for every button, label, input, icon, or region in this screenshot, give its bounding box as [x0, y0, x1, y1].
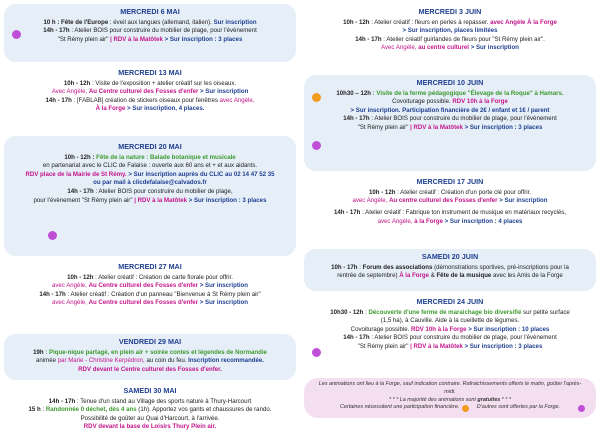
pink-dot-icon — [12, 30, 21, 39]
card-title: MERCREDI 13 MAI — [118, 68, 182, 77]
email-link[interactable]: clicdefalaise@calvados.fr — [132, 179, 207, 187]
card-title: SAMEDI 30 MAI — [123, 386, 177, 395]
event-card-20-juin: SAMEDI 20 JUIN 10h - 17h : Forum des associations (démonstrations sportives, pré-inscriptions pour la rentrée de septembre) À la Forge & Fête de la musique avec les Amis de la Forge — [304, 249, 596, 291]
event-card-10-juin: MERCREDI 10 JUIN 10h30 – 12h : Visite de la ferme pédagogique "Élevage de la Roque" à Hamars. Covoiturage possible. RDV 10h à la Forge > Sur inscription. Participation financière de 2€ / enfant et 1€ / parent 14h - 17h : Atelier BOIS pour construire du mobilier de plage, pour l'évènement "St Rémy plein air" | RDV à la Matôtek > Sur inscription : 3 places — [304, 75, 596, 171]
event-card-13-mai: MERCREDI 13 MAI 10h - 12h : Visite de l'exposition + atelier créatif sur les oiseaux. Avec Angèle, Au Centre culturel des Fosses d'enfer > Sur inscription 14h - 17h : [FABLAB] création de stickers oiseaux pour fenêtres avec Angèle, À la Forge > Sur inscription, 4 places. — [4, 65, 296, 133]
orange-dot-icon — [312, 93, 321, 102]
event-card-29-mai: VENDREDI 29 MAI 19h : Pique-nique partagé, en plein air + soirée contes et légendes de Normandie animée par Marie - Christine Kerpédron, au coin du feu. Inscription recommandée. RDV devant le Centre culturel des Fosses d'enfer. — [4, 334, 296, 380]
card-title: MERCREDI 17 JUIN — [416, 177, 484, 186]
pink-dot-icon — [48, 231, 57, 240]
pink-dot-icon — [312, 348, 321, 357]
card-title: MERCREDI 20 MAI — [118, 142, 182, 151]
card-title: SAMEDI 20 JUIN — [421, 252, 479, 261]
card-title: MERCREDI 3 JUIN — [418, 7, 482, 16]
event-card-30-mai: SAMEDI 30 MAI 14h - 17h : Tenue d'un stand au Village des sports nature à Thury-Harcourt 15 h : Randonnée 0 déchet, dès 4 ans (1h). Apportez vos gants et chaussures de rando. Possibilité de goûter au Quai d'Harcourt, à l'arrivée. RDV devant la base de Loisirs Thury Plein air. — [4, 383, 296, 437]
event-card-27-mai: MERCREDI 27 MAI 10h - 12h : Atelier créatif : Création de carte florale pour offrir. avec Angèle, Au Centre culturel des Fosses d'enfer > Sur inscription 14h - 17h : Atelier créatif : Création d'un panneau "Bienvenue à St Rémy plein air" avec Angèle, Au Centre culturel des Fosses d'enfer > Sur inscription — [4, 259, 296, 331]
card-title: MERCREDI 10 JUIN — [416, 78, 484, 87]
pink-dot-icon — [312, 141, 321, 150]
event-card-20-mai: MERCREDI 20 MAI 10h - 12h : Fête de la nature : Balade botanique et musicale en partenariat avec le CLIC de Falaise : ouverte aux 60 ans et + et aux aidants. RDV place de la Mairie de St Rémy. > Sur inscription auprès du CLIC au 02 14 47 52 35 ou par mail à clicdefalaise@calvados.fr 14h - 17h : Atelier BOIS pour construire du mobilier de plage, pour l'évènement "St Rémy plein air" | RDV à la Matôtek > Sur inscription : 3 places — [4, 136, 296, 256]
card-title: MERCREDI 24 JUIN — [416, 297, 484, 306]
orange-dot-icon — [462, 405, 469, 412]
pink-dot-icon — [578, 405, 585, 412]
left-column — [4, 4, 296, 440]
footer-note: Les animations ont lieu à la Forge, sauf indication contraire. Rafraichissements offerts le matin, goûter l'après-midi. * * * La majorité des animations sont gratuites * * * Certaines nécessitent une participation financière. D'autres sont offertes par la Forge. — [304, 378, 596, 418]
card-title: MERCREDI 6 MAI — [120, 7, 180, 16]
card-title: MERCREDI 27 MAI — [118, 262, 182, 271]
event-card-6-mai: MERCREDI 6 MAI 10 h : Fête de l'Europe : éveil aux langues (allemand, italien). Sur inscription 14h - 17h : Atelier BOIS pour construire du mobilier de plage, pour l'évènement "St Rémy plein air" | RDV à la Matôtek > Sur inscription : 3 places — [4, 4, 296, 62]
event-card-17-juin: MERCREDI 17 JUIN 10h - 12h : Atelier créatif : Création d'un porte clé pour offrir. avec Angèle, Au centre culturel des Fosses d'enfer > Sur inscription 14h - 17h : Atelier créatif : Fabrique ton instrument de musique en matériaux recyclés, avec Angèle, à la Forge > Sur inscription : 4 places — [304, 174, 596, 246]
event-card-3-juin: MERCREDI 3 JUIN 10h - 12h : Atelier créatif : fleurs en perles à repasser. avec Angèle À la Forge > Sur inscription, places limitées 14h - 17h : Atelier créatif guirlandes de fleurs pour "St Rémy plein air". Avec Angèle, au centre culturel > Sur inscription — [304, 4, 596, 72]
event-card-24-juin: MERCREDI 24 JUIN 10h30 - 12h : Découverte d'une ferme de maraichage bio diversifié sur petite surface (1,5 ha), à Cauville. Aide à la cueillette de légumes. Covoiturage possible. RDV 10h à la Forge > Sur inscription : 10 places 14h - 17h : Atelier BOIS pour construire du mobilier de plage, pour l'évènement "St Rémy plein air" | RDV à la Matôtek > Sur inscription : 3 places — [304, 294, 596, 378]
right-column — [304, 4, 596, 381]
card-title: VENDREDI 29 MAI — [118, 337, 182, 346]
